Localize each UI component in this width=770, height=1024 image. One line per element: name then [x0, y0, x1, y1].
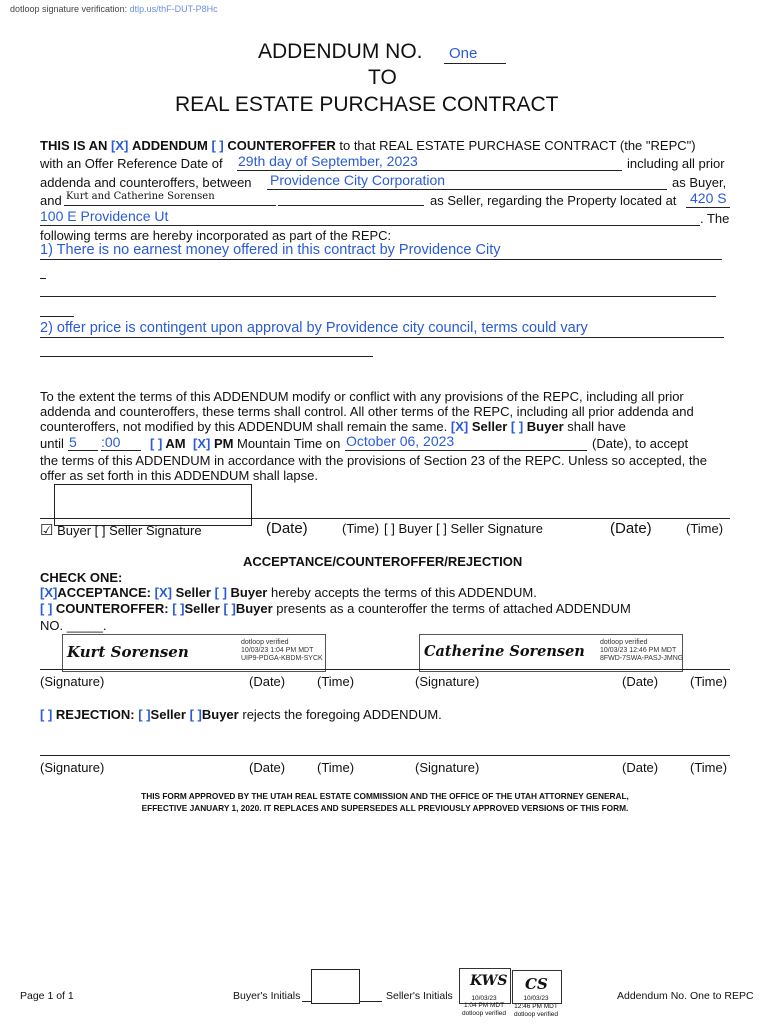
intro-line2-post: including all prior	[627, 156, 725, 171]
seller-name-field[interactable]: Kurt and Catherine Sorensen	[66, 191, 215, 202]
buyer-initials-box[interactable]	[311, 969, 360, 1004]
buyer-name-field[interactable]: Providence City Corporation	[270, 172, 446, 188]
sig-label-1: (Signature)	[40, 674, 105, 689]
rejection-label: REJECTION:	[55, 707, 135, 722]
verification-bar	[10, 4, 218, 14]
seller-option[interactable]: [X] Seller	[450, 419, 508, 434]
sellers-initials-label: Seller's Initials	[386, 990, 453, 1002]
rejection-line	[40, 707, 442, 722]
acceptance-heading: ACCEPTANCE/COUNTEROFFER/REJECTION	[243, 554, 523, 569]
intro-line4-pre: and	[40, 193, 62, 208]
offer-date-label-2: (Date)	[610, 520, 652, 537]
time-label-4: (Time)	[690, 760, 728, 775]
sig1-verify-3: UIP9-PDGA-KBDM-SYCK	[241, 655, 323, 662]
until-label: until	[40, 436, 64, 451]
control-line2: addenda and counteroffers, these terms shall control. All other terms of the REPC, including all prior addenda and	[40, 404, 694, 419]
rejection-text: rejects the foregoing ADDENDUM.	[242, 707, 442, 722]
addendum-number[interactable]: One	[449, 45, 478, 62]
rejection-checkbox[interactable]: [ ]	[40, 707, 53, 722]
date-label-1: (Date)	[249, 674, 286, 689]
page-number: Page 1 of 1	[20, 990, 74, 1002]
addendum-label: ADDENDUM	[132, 138, 208, 153]
counteroffer-buyer-option[interactable]: [ ]Buyer	[223, 601, 273, 616]
offer-time-label-2: (Time)	[686, 521, 724, 536]
offer-time-label: (Time)	[342, 521, 380, 536]
control-line3-text: counteroffers, not modified by this ADDENDUM shall remain the same.	[40, 419, 448, 434]
counteroffer-seller-option[interactable]: [ ]Seller	[172, 601, 220, 616]
date-accept: (Date), to accept	[592, 436, 689, 451]
term-1[interactable]: 1) There is no earnest money offered in this contract by Providence City	[40, 242, 501, 258]
pm-option[interactable]: [X] PM	[193, 436, 234, 451]
counteroffer-checkbox[interactable]: [ ]	[211, 138, 224, 153]
approval-notice-1: THIS FORM APPROVED BY THE UTAH REAL ESTATE COMMISSION AND THE OFFICE OF THE UTAH ATTORNEY GENERAL,	[141, 791, 629, 801]
counteroffer-option-label: COUNTEROFFER:	[55, 601, 169, 616]
footer-form-name: Addendum No. One to REPC	[617, 990, 754, 1002]
sig-label-4: (Signature)	[415, 760, 480, 775]
control-line1: To the extent the terms of this ADDENDUM modify or conflict with any provisions of the REPC, including all prior	[40, 389, 684, 404]
approval-notice-2: EFFECTIVE JANUARY 1, 2020. IT REPLACES AND SUPERSEDES ALL PREVIOUSLY APPROVED VERSIONS OF THIS FORM.	[141, 803, 629, 813]
am-option[interactable]: [ ] AM	[150, 436, 186, 451]
offer-reference-date[interactable]: 29th day of September, 2023	[238, 153, 418, 169]
signature-2[interactable]: Catherine Sorensen	[424, 643, 585, 660]
mountain-time: Mountain Time on	[237, 436, 341, 451]
sig1-verify-1: dotloop verified	[241, 639, 289, 646]
init1-stamp-time: 1:04 PM MDT	[463, 1002, 505, 1009]
deadline-minutes[interactable]: :00	[101, 434, 121, 450]
date-label-4: (Date)	[622, 760, 659, 775]
init1-stamp-date: 10/03/23	[471, 995, 497, 1002]
counteroffer-no: NO. _____.	[40, 618, 107, 633]
date-label-2: (Date)	[622, 674, 659, 689]
control-line3	[40, 419, 626, 434]
intro-line3-pre: addenda and counteroffers, between	[40, 175, 252, 190]
intro-line3-post: as Buyer,	[672, 175, 727, 190]
buyer-checkbox[interactable]: ☑	[40, 522, 54, 539]
offer-sig-left-label: Buyer [ ] Seller Signature	[57, 523, 202, 538]
control-line5: the terms of this ADDENDUM in accordance with the provisions of Section 23 of the REPC. Unless so accepted, the	[40, 453, 707, 468]
deadline-hour[interactable]: 5	[69, 434, 77, 450]
init2-stamp-time: 12:46 PM MDT	[514, 1003, 558, 1010]
counteroffer-text: presents as a counteroffer the terms of attached ADDENDUM	[276, 601, 631, 616]
control-line3-post: shall have	[567, 419, 626, 434]
counteroffer-option-checkbox[interactable]: [ ]	[40, 601, 53, 616]
sig2-verify-3: 8FWD-7SWA-PASJ-JMNG	[600, 655, 684, 662]
sig-label-2: (Signature)	[415, 674, 480, 689]
signature-stamp-1	[62, 634, 326, 672]
property-address-a[interactable]: 420 S	[690, 190, 727, 206]
acceptance-label: ACCEPTANCE:	[57, 585, 151, 600]
buyers-initials-label: Buyer's Initials	[233, 990, 301, 1002]
this-is-an: THIS IS AN	[40, 138, 108, 153]
acceptance-buyer-option[interactable]: [ ] Buyer	[214, 585, 268, 600]
page-title: REAL ESTATE PURCHASE CONTRACT	[175, 93, 559, 116]
acceptance-text: hereby accepts the terms of this ADDENDUM.	[271, 585, 537, 600]
offer-date-label: (Date)	[266, 520, 308, 537]
buyer-option[interactable]: [ ] Buyer	[510, 419, 564, 434]
sig2-verify-2: 10/03/23 12:46 PM MDT	[600, 647, 677, 654]
addendum-checkbox[interactable]: [X]	[111, 138, 129, 153]
rejection-seller-option[interactable]: [ ]Seller	[138, 707, 186, 722]
intro-line6: following terms are hereby incorporated as part of the REPC:	[40, 228, 392, 243]
time-label-3: (Time)	[317, 760, 355, 775]
intro-line1	[40, 138, 696, 153]
acceptance-checkbox[interactable]: [X]	[40, 585, 58, 600]
property-address-b[interactable]: 100 E Providence Ut	[40, 208, 169, 224]
offer-sig-right-label: [ ] Buyer [ ] Seller Signature	[384, 521, 543, 536]
acceptance-line	[40, 585, 537, 600]
init1-stamp-verified: dotloop verified	[461, 1010, 507, 1017]
deadline-date[interactable]: October 06, 2023	[346, 433, 455, 449]
sig-label-3: (Signature)	[40, 760, 105, 775]
intro-rest: to that REAL ESTATE PURCHASE CONTRACT (the "REPC")	[339, 138, 696, 153]
intro-line2-pre: with an Offer Reference Date of	[40, 156, 223, 171]
verification-label: dotloop signature verification:	[10, 4, 128, 14]
time-label-1: (Time)	[317, 674, 355, 689]
initials-2[interactable]: CS	[525, 975, 548, 993]
term-2[interactable]: 2) offer price is contingent upon approval by Providence city council, terms could vary	[40, 320, 588, 336]
offer-sig-left	[40, 521, 202, 539]
sig2-verify-1: dotloop verified	[600, 639, 648, 646]
counteroffer-label: COUNTEROFFER	[227, 138, 336, 153]
title-line1	[258, 40, 423, 64]
date-label-3: (Date)	[249, 760, 286, 775]
buyer-signature-box[interactable]	[54, 484, 252, 526]
verification-link[interactable]: dtlp.us/thF-DUT-P8Hc	[129, 4, 218, 14]
init2-stamp-verified: dotloop verified	[513, 1011, 559, 1018]
control-line6: offer as set forth in this ADDENDUM shall lapse.	[40, 468, 318, 483]
rejection-buyer-option[interactable]: [ ]Buyer	[189, 707, 239, 722]
check-one: CHECK ONE:	[40, 570, 123, 585]
acceptance-seller-option[interactable]: [X] Seller	[154, 585, 211, 600]
signature-1[interactable]: Kurt Sorensen	[67, 643, 189, 661]
intro-line4-post: as Seller, regarding the Property located at	[430, 193, 677, 208]
counteroffer-line	[40, 601, 631, 616]
initials-1[interactable]: KWS	[470, 973, 508, 989]
time-label-2: (Time)	[690, 674, 728, 689]
signature-stamp-2	[419, 634, 683, 672]
intro-the: . The	[700, 211, 730, 226]
init2-stamp-date: 10/03/23	[523, 995, 549, 1002]
sig1-verify-2: 10/03/23 1:04 PM MDT	[241, 647, 314, 654]
title-to: TO	[368, 66, 397, 89]
title-addendum-no: ADDENDUM NO.	[258, 40, 423, 63]
